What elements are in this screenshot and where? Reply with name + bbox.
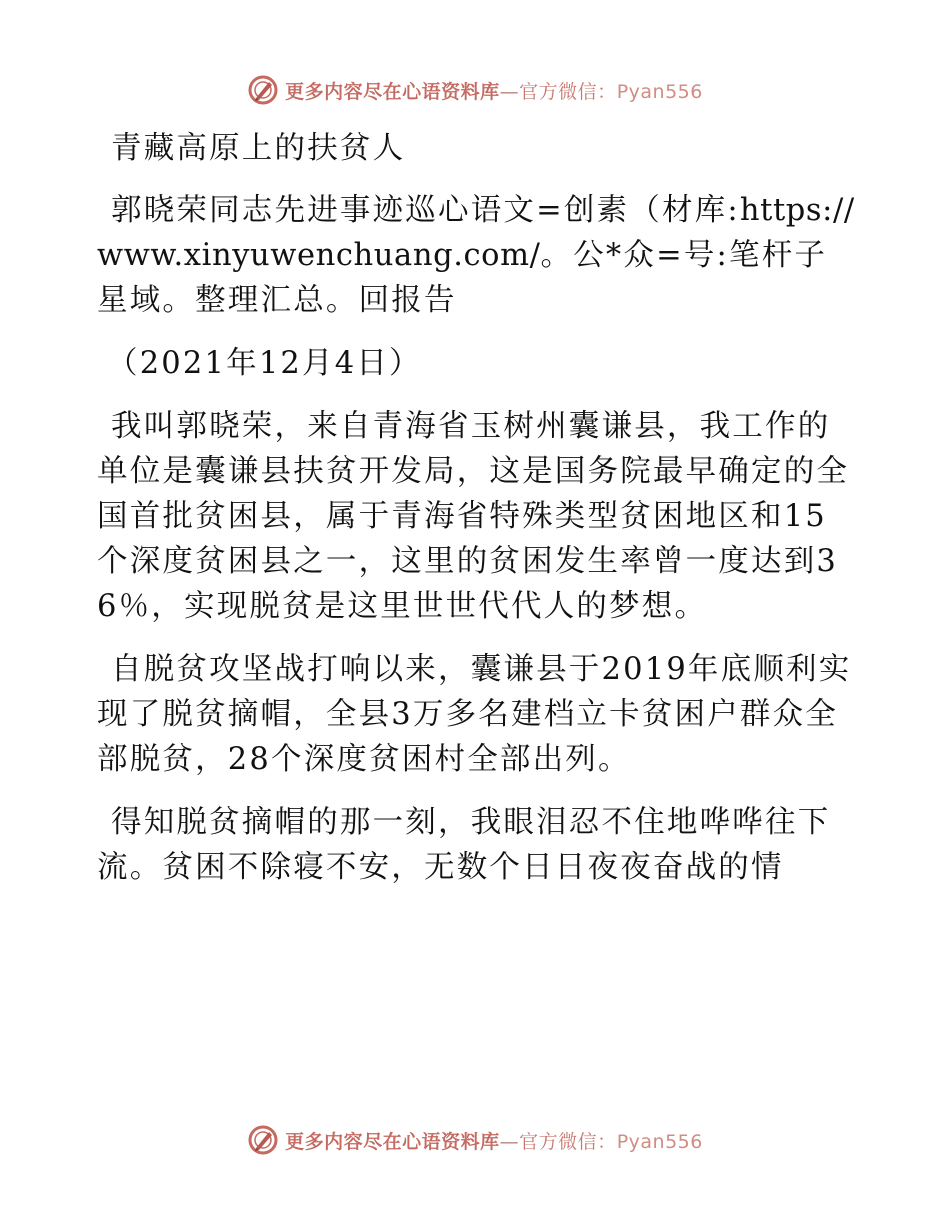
source-line-prefix: 郭晓荣同志先进事迹巡心语文=创素（材库: [111, 193, 740, 228]
document-body [97, 126, 857, 908]
source-line [97, 188, 857, 323]
document-title: 青藏高原上的扶贫人 [111, 131, 406, 166]
watermark-wechat-id: Pyan556 [616, 80, 703, 103]
watermark-suffix: 官方微信： [519, 1130, 617, 1153]
quill-pen-circle-icon [247, 1124, 279, 1156]
footer-watermark [0, 1120, 950, 1160]
quill-pen-circle-icon [247, 74, 279, 106]
body-paragraph-1: 我叫郭晓荣，来自青海省玉树州囊谦县，我工作的单位是囊谦县扶贫开发局，这是国务院最早确定的全国首批贫困县，属于青海省特殊类型贫困地区和15个深度贫困县之一，这里的贫困发生率曾一度达到36％，实现脱贫是这里世世代代人的梦想。 [97, 409, 850, 624]
watermark-text [285, 1127, 703, 1154]
watermark-main: 更多内容尽在心语资料库 [285, 80, 500, 103]
document-date: （2021年12月4日） [107, 346, 422, 381]
body-paragraph-2: 自脱贫攻坚战打响以来，囊谦县于2019年底顺利实现了脱贫摘帽，全县3万多名建档立卡贫困户群众全部脱贫，28个深度贫困村全部出列。 [97, 652, 852, 777]
header-watermark [0, 70, 950, 110]
watermark-main: 更多内容尽在心语资料库 [285, 1130, 500, 1153]
source-url: https://www.xinyuwenchuang.com/ [97, 193, 855, 273]
body-paragraph-3: 得知脱贫摘帽的那一刻，我眼泪忍不住地哗哗往下流。贫困不除寝不安，无数个日日夜夜奋战的情 [97, 805, 831, 885]
source-line-suffix: 。公*众=号:笔杆子星域。整理汇总。回报告 [97, 238, 828, 318]
watermark-separator: — [499, 1130, 520, 1153]
watermark-text [285, 77, 703, 104]
watermark-suffix: 官方微信： [519, 80, 617, 103]
watermark-separator: — [499, 80, 520, 103]
watermark-wechat-id: Pyan556 [616, 1130, 703, 1153]
